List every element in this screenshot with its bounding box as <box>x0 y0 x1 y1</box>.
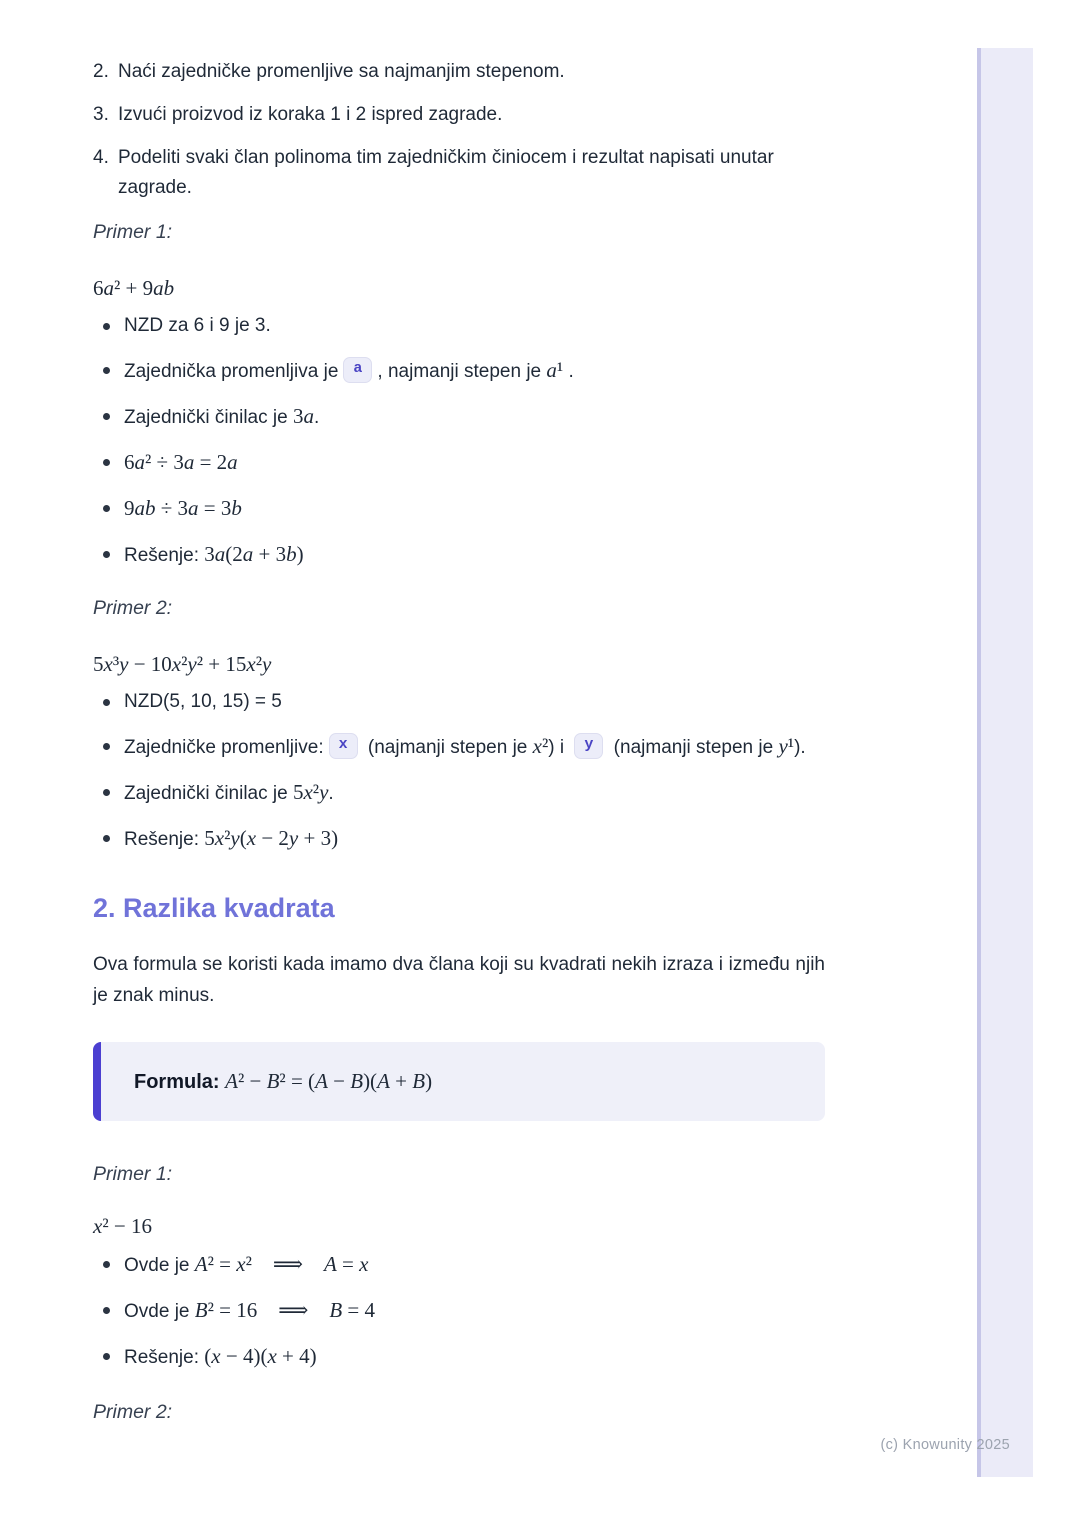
inline-math: 3a <box>292 404 314 428</box>
list-text: Izvući proizvod iz koraka 1 i 2 ispred zagrade. <box>118 104 503 125</box>
bullet-item <box>93 493 825 525</box>
document-body <box>93 0 825 1427</box>
formula-callout <box>93 1042 825 1121</box>
inline-math: 5x²y <box>292 780 329 804</box>
bullet-item <box>93 823 825 855</box>
bullet-text: (najmanji stepen je <box>362 737 533 758</box>
list-number: 3. <box>93 104 109 125</box>
page-edge-strip <box>977 48 1033 1477</box>
bullet-text: Ovde je <box>124 1301 195 1322</box>
bullet-item <box>93 401 825 433</box>
bullet-text: NZD za 6 i 9 je 3. <box>124 315 271 336</box>
bullet-item <box>93 1295 825 1327</box>
bullet-text: Zajednička promenljiva je <box>124 361 339 382</box>
bullet-text: Rešenje: <box>124 545 205 566</box>
bullet-text: Zajednički činilac je <box>124 407 293 428</box>
inline-math: 9ab ÷ 3a = 3b <box>124 496 242 520</box>
steps-list <box>93 57 825 203</box>
bullet-item <box>93 355 825 387</box>
list-item <box>93 57 825 87</box>
inline-math: 6a² ÷ 3a = 2a <box>124 450 238 474</box>
section-heading: 2. Razlika kvadrata <box>93 893 335 923</box>
inline-math: 3a(2a + 3b) <box>204 542 304 566</box>
math-expression: 5x³y − 10x²y² + 15x²y <box>93 652 272 676</box>
bullet-text: . <box>563 361 574 382</box>
code-chip: y <box>574 733 603 759</box>
bullet-item <box>93 1341 825 1373</box>
bullet-item <box>93 311 825 341</box>
bullet-text: . <box>313 407 320 428</box>
bullet-text: Rešenje: <box>124 829 205 850</box>
bullet-text: , najmanji stepen je <box>377 361 547 382</box>
example-label: Primer 2: <box>93 1401 173 1423</box>
code-chip: x <box>329 733 358 759</box>
inline-math: y¹ <box>778 734 795 758</box>
bullet-text: Zajednički činilac je <box>124 783 293 804</box>
example-label: Primer 1: <box>93 221 173 243</box>
bullet-item <box>93 777 825 809</box>
list-number: 4. <box>93 147 109 168</box>
formula-math: A² − B² = (A − B)(A + B) <box>225 1069 433 1093</box>
bullet-item <box>93 1249 825 1281</box>
bullet-text: ) i <box>548 737 570 758</box>
example-label: Primer 2: <box>93 597 173 619</box>
section-intro: Ova formula se koristi kada imamo dva člana koji su kvadrati nekih izraza i između njih je znak minus. <box>93 954 825 1006</box>
example-label: Primer 1: <box>93 1163 173 1185</box>
math-expression: x² − 16 <box>93 1214 152 1238</box>
bullet-text: Rešenje: <box>124 1347 205 1368</box>
bullet-text: (najmanji stepen je <box>608 737 779 758</box>
inline-math: x² <box>532 734 549 758</box>
list-text: Podeliti svaki član polinoma tim zajedničkim činiocem i rezultat napisati unutar zagrade. <box>118 147 774 198</box>
math-expression: 6a² + 9ab <box>93 276 175 300</box>
formula-label: Formula: <box>134 1071 226 1093</box>
copyright-footer: (c) Knowunity 2025 <box>880 1437 1010 1453</box>
bullet-item <box>93 731 825 763</box>
bullet-item <box>93 447 825 479</box>
bullet-list <box>93 687 825 855</box>
bullet-list <box>93 1249 825 1373</box>
list-text: Naći zajedničke promenljive sa najmanjim stepenom. <box>118 61 565 82</box>
list-number: 2. <box>93 61 109 82</box>
bullet-text: ). <box>794 737 806 758</box>
inline-math: (x − 4)(x + 4) <box>204 1344 317 1368</box>
bullet-list <box>93 311 825 571</box>
list-item <box>93 143 825 203</box>
bullet-item <box>93 539 825 571</box>
bullet-text: Zajedničke promenljive: <box>124 737 324 758</box>
bullet-text: NZD(5, 10, 15) = 5 <box>124 691 282 712</box>
bullet-text: Ovde je <box>124 1255 195 1276</box>
bullet-item <box>93 687 825 717</box>
inline-math: a¹ <box>546 358 564 382</box>
inline-math: 5x²y(x − 2y + 3) <box>204 826 339 850</box>
code-chip: a <box>343 357 372 383</box>
bullet-text: . <box>328 783 334 804</box>
list-item <box>93 100 825 130</box>
inline-math: A² = x² ⟹ A = x <box>194 1252 369 1276</box>
inline-math: B² = 16 ⟹ B = 4 <box>194 1298 376 1322</box>
